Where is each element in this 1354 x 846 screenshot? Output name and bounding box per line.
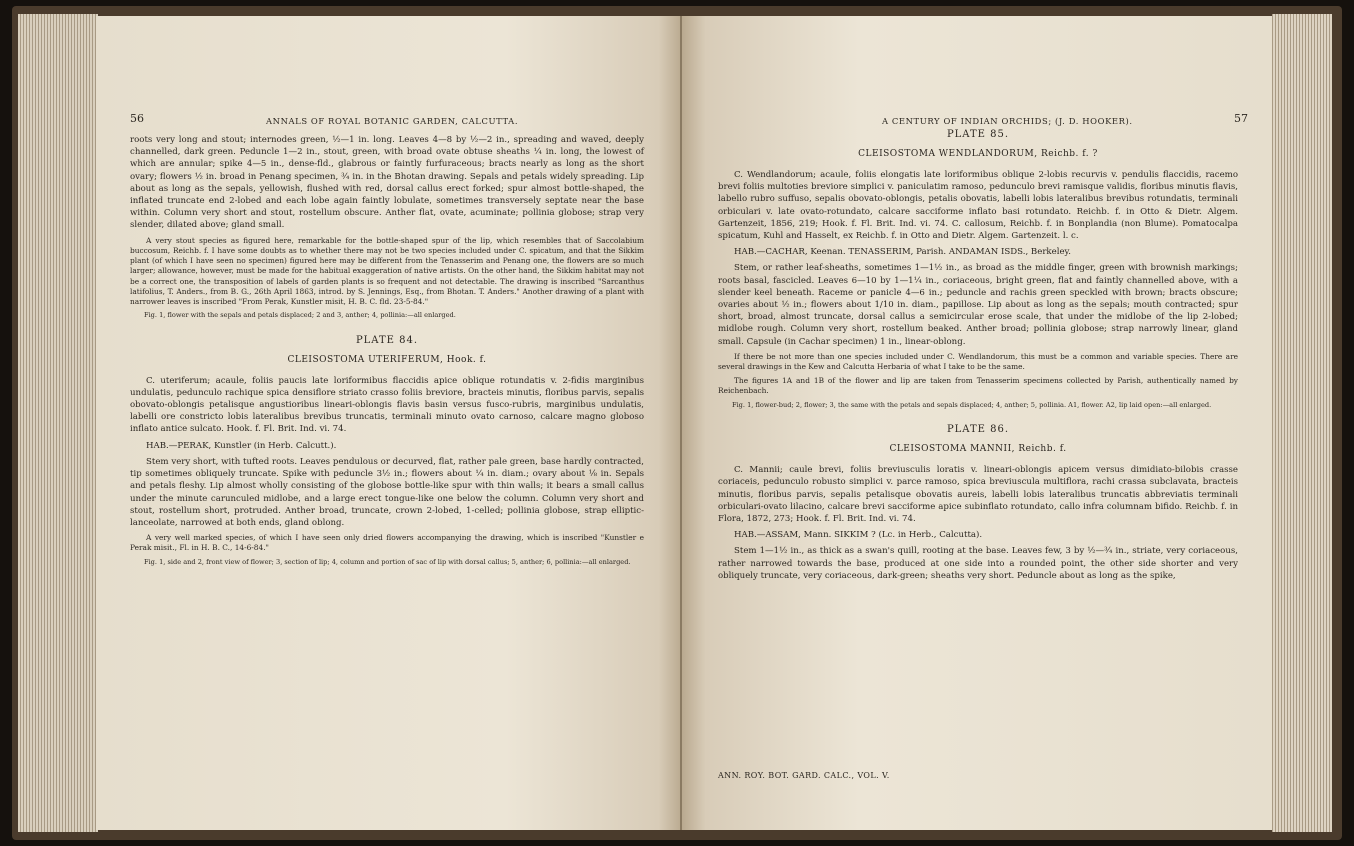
species-heading-86: CLEISOSTOMA MANNII, Reichb. f.	[889, 444, 1067, 455]
description: Stem very short, with tufted roots. Leaves pendulous or decurved, flat, rather pale green, base hardly contracted, tip sometimes obliquely truncate. Spike with peduncle 3½ in.; flowers about ¼ in. diam.; ovary about ⅛ in. Sepals and petals fleshy. Lip almost wholly consisting of the globose bottle-like spur with thin walls; it bears a small callus under the minute carunculed midlobe, and a large erect tongue-like one below the column. Column very short and stout, rostellum short, protruded. Anther broad, truncate, crown 2-lobed, 1-celled; pollinia globose, strap elliptic-lanceolate, narrowed at both ends, gland oblong.	[130, 456, 644, 528]
right-page-number: 57	[1234, 112, 1248, 125]
latin-description: C. uteriferum; acaule, foliis paucis late loriformibus flaccidis apice oblique rotundatis v. 2-fidis marginibus undulatis, pedunculo rachique spica densiflore striato crasso foliis breviore, bracteis minutis, floribus parvis, sepalis obovato-oblongis petalisque angustioribus lineari-oblongis flavis basin versus fusco-rubris, marginibus undulatis, labelli ore constricto lobis lateralibus brevibus truncatis, terminali minuto ovato carnoso, calcare magno globoso inflato antice sulcato. Hook. f. Fl. Brit. Ind. vi. 74.	[130, 375, 644, 435]
habitat-85: HAB.—CACHAR, Keenan. TENASSERIM, Parish. ANDAMAN ISDS., Berkeley.	[734, 247, 1071, 258]
plate-heading: PLATE 84.	[355, 334, 419, 346]
right-running-head: A CENTURY OF INDIAN ORCHIDS; (J. D. HOOKER).	[882, 116, 1133, 126]
species-heading-85: CLEISOSTOMA WENDLANDORUM, Reichb. f. ?	[858, 149, 1098, 160]
plate-heading-85: PLATE 85.	[946, 129, 1010, 140]
description-85: Stem, or rather leaf-sheaths, sometimes 1—1½ in., as broad as the middle finger, green with brownish markings; roots basal, fascicled. Leaves 6—10 by 1—1¼ in., coriaceous, bright green, flat and faintly channelled above, with a slender keel beneath. Raceme or panicle 4—6 in.; peduncle and rachis green speckled with brown; bracts obscure; ovaries about ½ in.; flowers about 1/10 in. diam., papillose. Lip about as long as the sepals; mouth contracted; spur short, broad, almost truncate, dorsal callus a semicircular erose scale, that under the midlobe of the lip 2-lobed; midlobe rough. Column very short, rostellum beaked. Anther broad; pollinia globose; strap narrowly linear, gland small. Capsule (in Cachar specimen) 1 in., linear-oblong.	[718, 263, 1238, 347]
note-85-2: The figures 1A and 1B of the flower and lip are taken from Tenasserim specimens collected by Parish, authentically named by Reichenbach.	[718, 376, 1238, 396]
figure-caption-2: Fig. 1, side and 2, front view of flower; 3, section of lip; 4, column and portion of sac of lip with dorsal callus; 5, anther; 6, pollinia:—all enlarged.	[144, 557, 631, 566]
note-85: If there be not more than one species included under C. Wendlandorum, this must be a common and variable species. There are several drawings in the Kew and Calcutta Herbaria of what I take to be the same.	[718, 351, 1238, 372]
description-86: Stem 1—1½ in., as thick as a swan's quill, rooting at the base. Leaves few, 3 by ½—¾ in., striate, very coriaceous, rather narrowed towards the base, produced at one side into a rounded point, the other side shorter and very obliquely truncate, very coriaceous, dark-green; sheaths very short. Peduncle about as long as the spike,	[718, 546, 1238, 581]
note-paragraph-2: A very well marked species, of which I have seen only dried flowers accompanying the drawing, which is inscribed "Kunstler e Perak misit., Fl. in H. B. C., 14-6-84."	[130, 533, 644, 553]
left-page-number: 56	[130, 112, 144, 125]
left-page	[96, 16, 682, 830]
right-page-content	[718, 128, 1238, 586]
right-page	[682, 16, 1272, 830]
page-edges-left	[18, 14, 98, 832]
latin-description-86: C. Mannii; caule brevi, foliis breviusculis loratis v. lineari-oblongis apicem versus dimidiato-bilobis crasse coriaceis, pedunculo robusto simplici v. parce ramoso, spica breviuscula multiflora, rachi crassa subclavata, bracteis minutis, floribus parvis, sepalis petalisque obovatis aureis, labelli lobis lateralibus truncatis abbreviatis terminali orbiculari-ovato lilacino, calcare brevi sacciforme apice subinflato rotundato, callo infra columnam bifido. Reichb. f. in Flora, 1872, 273; Hook. f. Fl. Brit. Ind. vi. 74.	[718, 465, 1238, 524]
left-page-content	[130, 134, 644, 570]
figure-caption: Fig. 1, flower with the sepals and petals displaced; 2 and 3, anther; 4, pollinia:—all enlarged.	[144, 311, 456, 320]
intro-paragraph: roots very long and stout; internodes green, ½—1 in. long. Leaves 4—8 by ½—2 in., spreading and waved, deeply channelled, dark green. Peduncle 1—2 in., stout, green, with broad ovate obtuse sheaths ¼ in. long, the lowest of which are annular; spike 4—5 in., dense-fld., glabrous or faintly furfuraceous; bracts nearly as long as the short ovary; flowers ½ in. broad in Penang specimen, ¾ in. in the Bhotan drawing. Sepals and petals widely spreading. Lip about as long as the sepals, yellowish, flushed with red, dorsal callus erect forked; spur almost bottle-shaped, the inflated truncate end 2-lobed and each lobe again faintly lobulate, sometimes transversely septate near the base within. Column very short and stout, rostellum obscure. Anther flat, ovate, acuminate; pollinia globose; strap very slender, dilated above; gland small.	[130, 135, 644, 231]
habitat-86: HAB.—ASSAM, Mann. SIKKIM ? (Lc. in Herb., Calcutta).	[734, 530, 983, 541]
species-heading: CLEISOSTOMA UTERIFERUM, Hook. f.	[287, 354, 487, 365]
left-running-head: ANNALS OF ROYAL BOTANIC GARDEN, CALCUTTA.	[266, 116, 519, 126]
plate-heading-86: PLATE 86.	[946, 424, 1010, 436]
latin-description-85: C. Wendlandorum; acaule, foliis elongatis late loriformibus oblique 2-lobis recurvis v. pendulis flaccidis, racemo brevi foliis multoties breviore simplici v. paniculatim ramoso, pedunculo brevi ramisque validis, floribus minutis flavis, labello rubro suffuso, sepalis obovato-oblongis, petalis obovatis, labelli lobis lateralibus brevibus rotundatis, terminali orbiculari v. late ovato-rotundato, calcare sacciforme inflato basi rotundato. Reichb. f. in Otto & Dietr. Algem. Gartenzeit, 1856, 219; Hook. f. Fl. Brit. Ind. vi. 74. C. callosum, Reichb. f. in Bonplandia (non Blume). Pomatocalpa spicatum, Kuhl and Hasselt, ex Reichb. f. in Otto and Dietr. Algem. Gartenzeit. l. c.	[718, 169, 1238, 241]
right-page-footer: ANN. ROY. BOT. GARD. CALC., VOL. V.	[718, 771, 890, 780]
figure-caption-85: Fig. 1, flower-bud; 2, flower; 3, the same with the petals and sepals displaced; 4, anther; 5, pollinia. A1, flower. A2, lip laid open:—all enlarged.	[732, 400, 1212, 409]
note-paragraph: A very stout species as figured here, remarkable for the bottle-shaped spur of the lip, which resembles that of Saccolabium buccosum, Reichb. f. I have some doubts as to whether there may not be two species included under C. spicatum, and that the Sikkim plant (of which I have seen no specimen) figured here may be different from the Tenasserim and Penang one, the flowers are so much larger; allowance, however, must be made for the habitual exaggeration of native artists. On the other hand, the Sikkim habitat may not be a correct one, the transposition of labels of garden plants is so frequent and not detectable. The drawing is inscribed "Sarcanthus latifolius, T. Anders., from B. G., 26th April 1863, introd. by S. Jennings, Esq., from Bhotan. T. Anders." Another drawing of a plant with narrower leaves is inscribed "From Perak, Kunstler misit, H. B. C. fld. 23-5-84."	[130, 235, 644, 306]
page-edges-right	[1272, 14, 1332, 832]
habitat: HAB.—PERAK, Kunstler (in Herb. Calcutt.).	[146, 440, 337, 451]
